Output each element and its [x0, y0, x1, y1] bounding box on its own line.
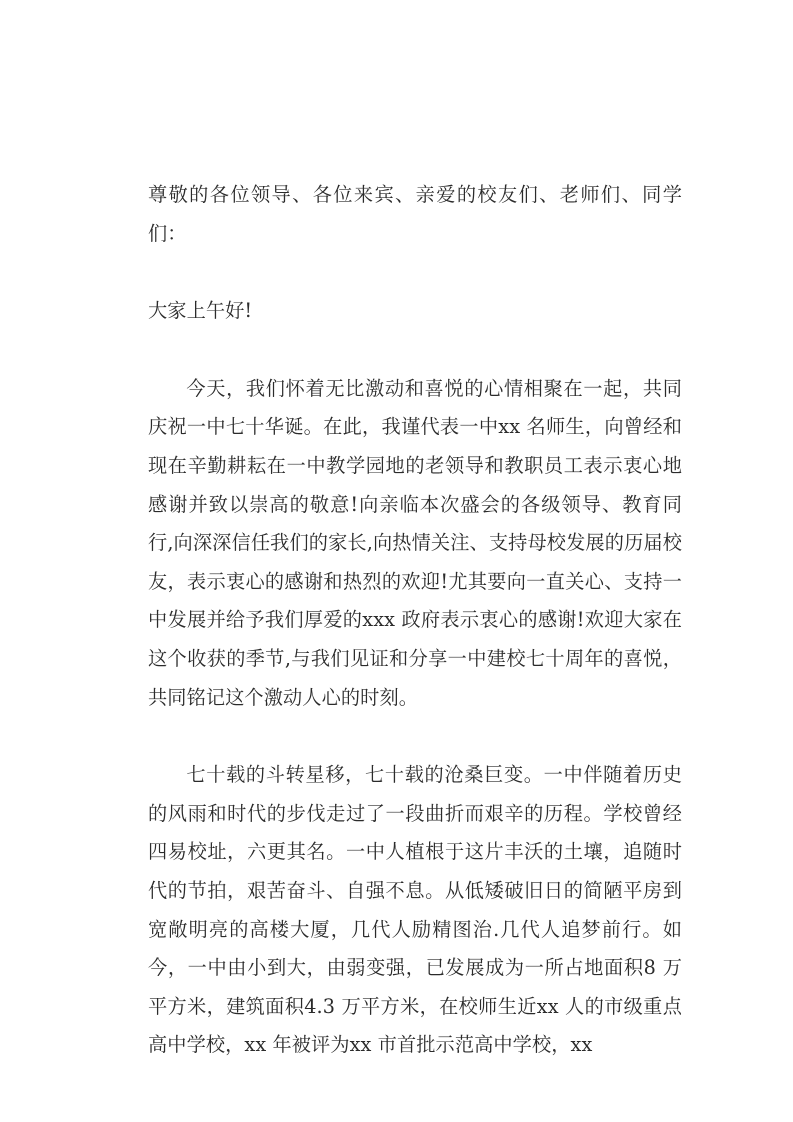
greeting-line: 大家上午好! — [148, 299, 253, 323]
document-text-body — [148, 176, 682, 1065]
salutation-line: 尊敬的各位领导、各位来宾、亲爱的校友们、老师们、同学们： — [148, 183, 682, 245]
body-paragraph-1: 今天，我们怀着无比激动和喜悦的心情相聚在一起，共同庆祝一中七十华诞。在此，我谨代表一中xx 名师生，向曾经和现在辛勤耕耘在一中教学园地的老领导和教职员工表示衷心地感谢并致以崇高的敬意!向亲临本次盛会的各级领导、教育同行,向深深信任我们的家长,向热情关注、支持母校发展的历届校友，表示衷心的感谢和热烈的欢迎!尤其要向一直关心、支持一中发展并给予我们厚爱的xxx 政府表示衷心的感谢!欢迎大家在这个收获的季节,与我们见证和分享一中建校七十周年的喜悦，共同铭记这个激动人心的时刻。 — [148, 376, 682, 709]
body-paragraph-2: 七十载的斗转星移，七十载的沧桑巨变。一中伴随着历史的风雨和时代的步伐走过了一段曲折而艰辛的历程。学校曾经四易校址，六更其名。一中人植根于这片丰沃的土壤，追随时代的节拍，艰苦奋斗、自强不息。从低矮破旧日的简陋平房到宽敞明亮的高楼大厦，几代人励精图治.几代人追梦前行。如今，一中由小到大，由弱变强，已发展成为一所占地面积8 万平方米，建筑面积4.3 万平方米，在校师生近xx 人的市级重点高中学校，xx 年被评为xx 市首批示范高中学校，xx — [148, 763, 682, 1057]
